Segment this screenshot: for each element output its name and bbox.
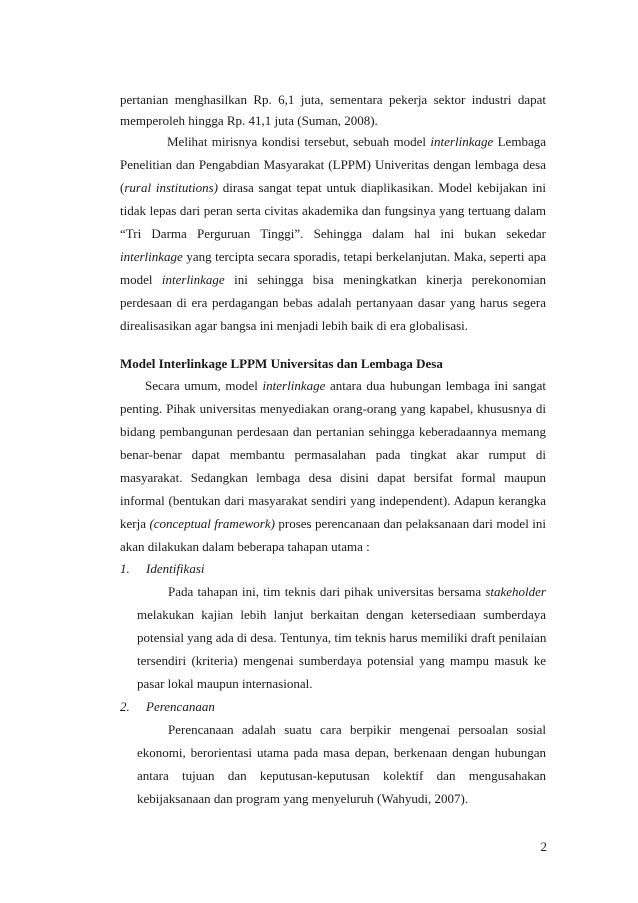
list-number: 1. [120,561,130,576]
text-line: Secara umum, model interlinkage antara dua hubungan lembaga ini sangat [145,378,546,393]
text-line: Perencanaan adalah suatu cara berpikir mengenai persoalan sosial [168,722,546,737]
text-line: tersendiri (kriteria) mengenai sumberdaya potensial yang mampu masuk ke [137,653,546,668]
text-line: Melihat mirisnya kondisi tersebut, sebuah model interlinkage Lembaga [167,134,546,149]
text-line: kebijaksanaan dan program yang menyeluruh (Wahyudi, 2007). [137,791,469,806]
list-title: Identifikasi [146,561,205,576]
text-line: “Tri Darma Perguruan Tinggi”. Sehingga dalam hal ini bukan sekedar [120,226,546,241]
text-line: pertanian menghasilkan Rp. 6,1 juta, sementara pekerja sektor industri dapat [120,92,546,107]
text-line: (rural institutions) dirasa sangat tepat untuk diaplikasikan. Model kebijakan ini [120,180,546,195]
section-heading: Model Interlinkage LPPM Universitas dan Lembaga Desa [120,356,443,371]
text-line: memperoleh hingga Rp. 41,1 juta (Suman, 2008). [120,113,378,128]
text-line: perdesaan di era perdagangan bebas adalah pertanyaan dasar yang harus segera [120,295,546,310]
text-line: akan dilakukan dalam beberapa tahapan utama : [120,539,370,554]
list-title: Perencanaan [146,699,215,714]
text-line: Penelitian dan Pengabdian Masyarakat (LPPM) Univeritas dengan lembaga desa [120,157,546,172]
text-line: informal (bentukan dari masyarakat sendiri yang independent). Adapun kerangka [120,493,546,508]
text-line: Pada tahapan ini, tim teknis dari pihak universitas bersama stakeholder [168,584,546,599]
text-line: pasar lokal maupun internasional. [137,676,313,691]
text-line: model interlinkage ini sehingga bisa meningkatkan kinerja perekonomian [120,272,546,287]
page-number: 2 [540,839,547,854]
text-line: potensial yang ada di desa. Tentunya, tim teknis harus memiliki draft penilaian [137,630,547,645]
text-line: benar-benar dapat membantu permasalahan pada tingkat akar rumput di [120,447,546,462]
text-line: interlinkage yang tercipta secara sporadis, tetapi berkelanjutan. Maka, seperti apa [120,249,546,264]
text-line: melakukan kajian lebih lanjut berkaitan dengan ketersediaan sumberdaya [137,607,546,622]
text-line: antara tujuan dan keputusan-keputusan kolektif dan mengusahakan [137,768,546,783]
text-line: bidang pembangunan perdesaan dan pertanian sehingga keberadaannya memang [120,424,546,439]
text-line: tidak lepas dari peran serta civitas akademika dan fungsinya yang tertuang dalam [120,203,546,218]
list-item-heading [120,699,546,715]
list-number: 2. [120,699,130,714]
list-item-heading [120,561,546,577]
text-line: kerja (conceptual framework) proses perencanaan dan pelaksanaan dari model ini [120,516,546,531]
text-line: penting. Pihak universitas menyediakan orang-orang yang kapabel, khususnya di [120,401,546,416]
text-line: ekonomi, berorientasi utama pada masa depan, berkenaan dengan hubungan [137,745,546,760]
text-line: direalisasikan agar bangsa ini menjadi lebih baik di era globalisasi. [120,318,469,333]
text-line: masyarakat. Sedangkan lembaga desa disini dapat bersifat formal maupun [120,470,546,485]
